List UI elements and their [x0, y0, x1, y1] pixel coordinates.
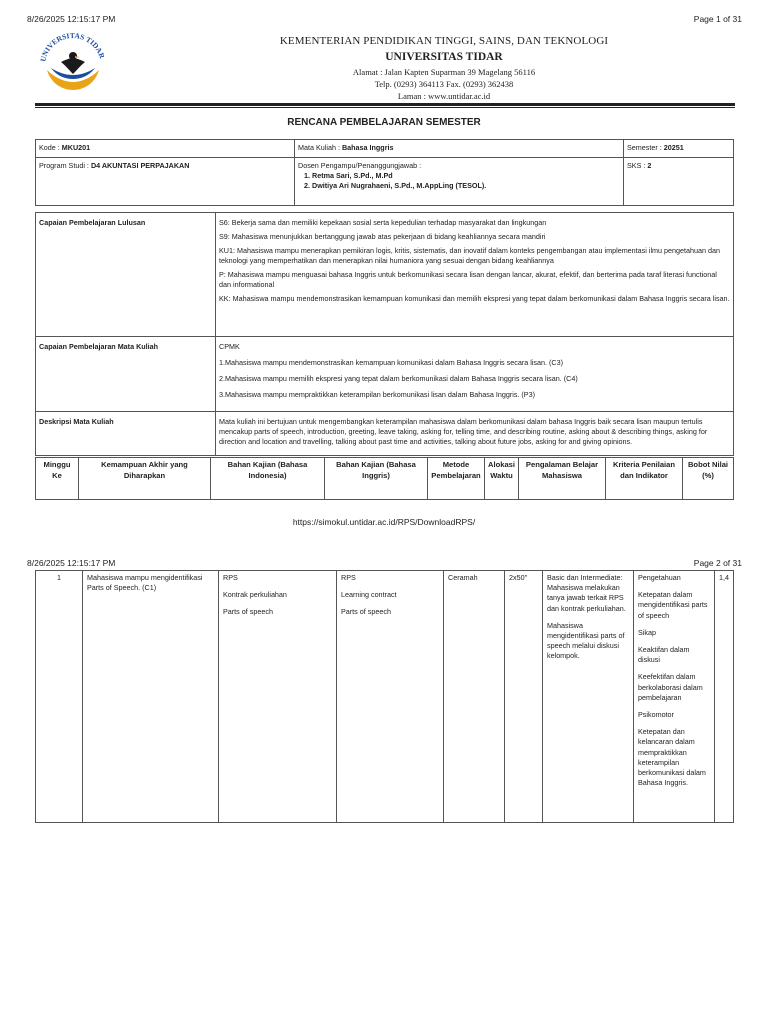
- kriteria-item: Pengetahuan: [638, 573, 681, 582]
- bahan-id-item: Kontrak perkuliahan: [223, 590, 287, 600]
- cpmk-label: Capaian Pembelajaran Mata Kuliah: [36, 337, 216, 412]
- kode-cell: Kode : MKU201: [36, 140, 295, 158]
- kemampuan-cell: Mahasiswa mampu mengidentifikasi Parts of Speech. (C1): [83, 571, 219, 823]
- cpmk-item: 2.Mahasiswa mampu memilih ekspresi yang tepat dalam berkomunikasi dalam Bahasa Inggris secara lisan. (C4): [219, 374, 578, 383]
- cpl-item: KU1: Mahasiswa mampu menerapkan pemikiran logis, kritis, sistematis, dan inovatif dalam konteks pengembangan atau implementasi ilmu pengetahuan dan teknologi yang memperhatikan dan menerapkan nilai humaniora yang sesuai dengan bidang keahliannya: [219, 246, 720, 265]
- semester-cell: Semester : 20251: [624, 140, 734, 158]
- header-divider-thin: [35, 107, 735, 108]
- dosen-item: 2. Dwitiya Ari Nugrahaeni, S.Pd., M.AppLing (TESOL).: [312, 181, 620, 191]
- kriteria-cell: [634, 571, 715, 823]
- kriteria-item: Ketepatan dalam mengidentifikasi parts of speech: [638, 590, 708, 620]
- dosen-cell: Dosen Pengampu/Penanggungjawab : 1. Retma Sari, S.Pd., M.Pd 2. Dwitiya Ari Nugrahaeni, S.Pd., M.AppLing (TESOL).: [295, 158, 624, 206]
- col-kemampuan: Kemampuan Akhir yang Diharapkan: [79, 458, 211, 500]
- ministry-name: KEMENTERIAN PENDIDIKAN TINGGI, SAINS, DAN TEKNOLOGI: [279, 35, 609, 47]
- pengalaman-cell: [543, 571, 634, 823]
- col-kriteria: Kriteria Penilaian dan Indikator: [606, 458, 683, 500]
- bahan-id-cell: [219, 571, 337, 823]
- metode-cell: Ceramah: [444, 571, 505, 823]
- cpmk-item: CPMK: [219, 342, 240, 351]
- bahan-id-item: RPS: [223, 573, 238, 582]
- sks-cell: SKS : 2: [624, 158, 734, 206]
- print-timestamp: 8/26/2025 12:15:17 PM: [27, 14, 116, 24]
- cpl-item: KK: Mahasiswa mampu mendemonstrasikan kemampuan komunikasi dan memilih ekspresi yang tepat dalam berkomunikasi dalam Bahasa Inggris secara lisan.: [219, 294, 730, 303]
- learning-outcomes-table: [35, 212, 734, 456]
- cpl-item: S6: Bekerja sama dan memiliki kepekaan sosial serta kepedulian terhadap masyarakat dan lingkungan: [219, 218, 547, 227]
- kriteria-item: Keaktifan dalam diskusi: [638, 645, 690, 665]
- cpmk-content: [216, 337, 734, 412]
- dosen-item: 1. Retma Sari, S.Pd., M.Pd: [312, 171, 620, 181]
- print-timestamp-p2: 8/26/2025 12:15:17 PM: [27, 558, 116, 568]
- bahan-en-item: RPS: [341, 573, 356, 582]
- svg-text:UNIVERSITAS TIDAR: UNIVERSITAS TIDAR: [38, 32, 107, 63]
- kriteria-item: Ketepatan dan kelancaran dalam mempraktikkan keterampilan berkomunikasi dalam Bahasa Inggris.: [638, 727, 706, 788]
- minggu-cell: 1: [36, 571, 83, 823]
- university-name: UNIVERSITAS TIDAR: [385, 51, 503, 63]
- cpl-item: S9: Mahasiswa menunjukkan bertanggung jawab atas pekerjaan di bidang keahliannya secara mandiri: [219, 232, 546, 241]
- col-minggu: Minggu Ke: [36, 458, 79, 500]
- cpmk-item: 1.Mahasiswa mampu mendemonstrasikan kemampuan komunikasi dalam Bahasa Inggris secara lisan. (C3): [219, 358, 563, 367]
- program-studi-cell: Program Studi : D4 AKUNTASI PERPAJAKAN: [36, 158, 295, 206]
- bobot-cell: 1,4: [715, 571, 734, 823]
- cpl-content: [216, 213, 734, 337]
- bahan-en-item: Learning contract: [341, 590, 397, 600]
- bahan-en-item: Parts of speech: [341, 607, 391, 617]
- cpl-item: P: Mahasiswa mampu menguasai bahasa Inggris untuk berkomunikasi secara lisan dengan lancar, akurat, efektif, dan berterima pada taraf literasi functional dan informational: [219, 270, 717, 289]
- schedule-header-table: [35, 457, 734, 500]
- col-alokasi: Alokasi Waktu: [485, 458, 519, 500]
- page-number-p2: Page 2 of 31: [693, 558, 742, 568]
- university-website: Laman : www.untidar.ac.id: [397, 91, 491, 101]
- bahan-en-cell: [337, 571, 444, 823]
- col-bahan-en: Bahan Kajian (Bahasa Inggris): [325, 458, 428, 500]
- deskripsi-content: Mata kuliah ini bertujuan untuk mengembangkan keterampilan mahasiswa dalam berkomunikasi dalam bahasa Inggris baik secara lisan maupun tertulis mencakup parts of speech, introduction, greeting, leave taking, asking for, telling time, and describing routine, asking about & describing things, asking for direction and location and travelling, talking about past time and activities, talking about future jobs, asking for and giving opinions.: [216, 412, 734, 456]
- pengalaman-item: Mahasiswa mengidentifikasi parts of speech melalui diskusi kelompok.: [547, 620, 625, 661]
- kriteria-item: Sikap: [638, 627, 656, 637]
- col-pengalaman: Pengalaman Belajar Mahasiswa: [519, 458, 606, 500]
- col-metode: Metode Pembelajaran: [428, 458, 485, 500]
- bahan-id-item: Parts of speech: [223, 607, 273, 617]
- university-phone: Telp. (0293) 364113 Fax. (0293) 362438: [374, 79, 514, 89]
- cpmk-item: 3.Mahasiswa mampu mempraktikkan keterampilan berkomunikasi lisan dalam Bahasa Inggris. (P3): [219, 390, 535, 399]
- col-bahan-id: Bahan Kajian (Bahasa Indonesia): [211, 458, 325, 500]
- download-url[interactable]: https://simokul.untidar.ac.id/RPS/DownloadRPS/: [292, 517, 476, 527]
- cpl-label: Capaian Pembelajaran Lulusan: [36, 213, 216, 337]
- mata-kuliah-cell: Mata Kuliah : Bahasa Inggris: [295, 140, 624, 158]
- kriteria-item: Psikomotor: [638, 710, 674, 720]
- schedule-row-table: [35, 570, 734, 823]
- header-divider: [35, 103, 735, 106]
- document-title: RENCANA PEMBELAJARAN SEMESTER: [287, 117, 481, 128]
- deskripsi-label: Deskripsi Mata Kuliah: [36, 412, 216, 456]
- course-info-table: [35, 139, 734, 206]
- pengalaman-item: Basic dan Intermediate: Mahasiswa melakukan tanya jawab terkait RPS dan kontrak perkuliahan.: [547, 573, 626, 613]
- alokasi-cell: 2x50": [505, 571, 543, 823]
- university-address: Alamat : Jalan Kapten Suparman 39 Magelang 56116: [352, 67, 536, 77]
- kriteria-item: Keefektifan dalam berkolaborasi dalam pembelajaran: [638, 672, 703, 702]
- col-bobot: Bobot Nilai (%): [683, 458, 734, 500]
- page-number: Page 1 of 31: [693, 14, 742, 24]
